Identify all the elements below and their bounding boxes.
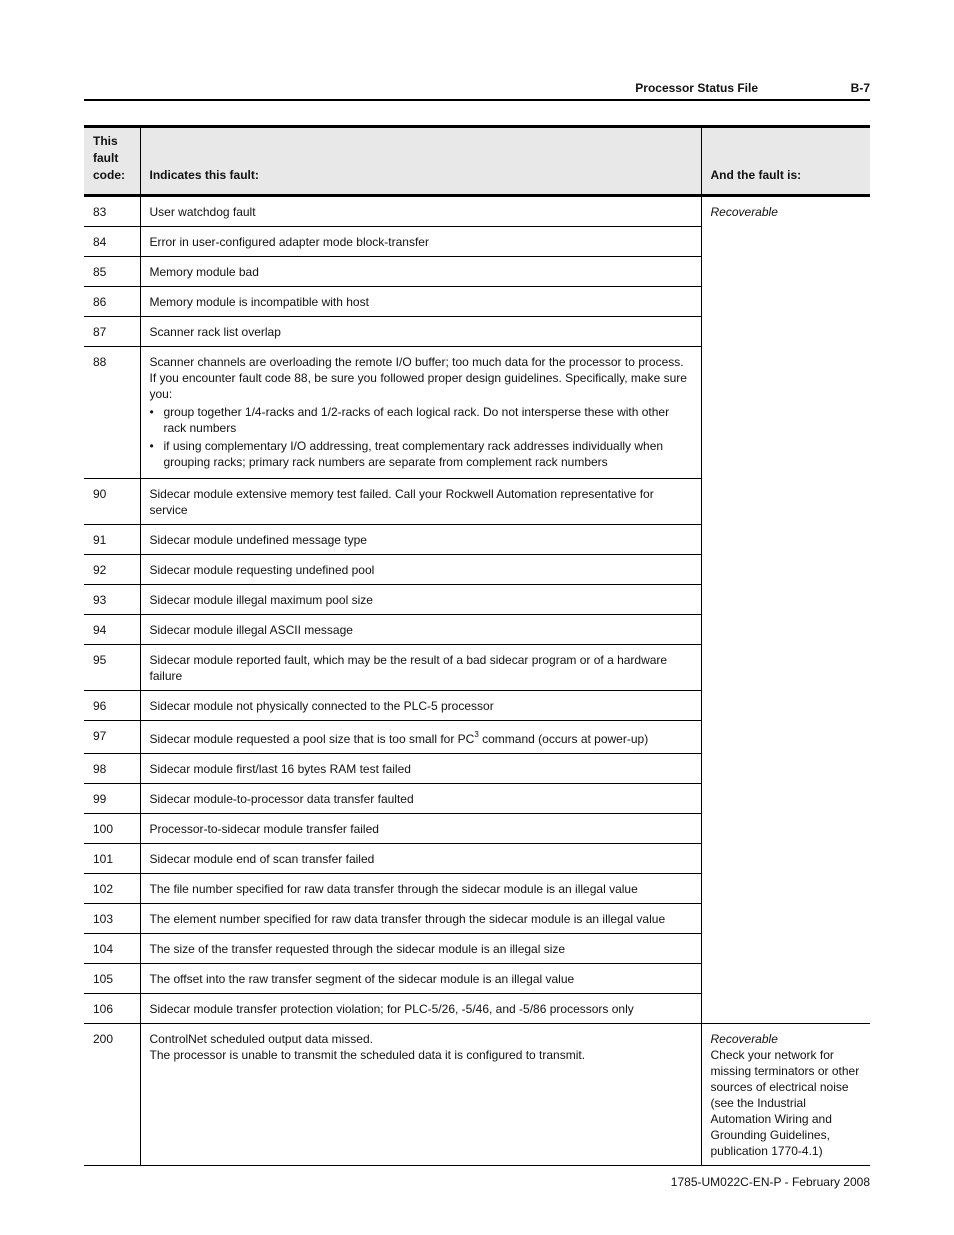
fault-code: 106 (84, 994, 140, 1024)
fault-description: Sidecar module reported fault, which may be the result of a bad sidecar program or of a hardware failure (140, 645, 701, 691)
fault-description: Memory module bad (140, 257, 701, 287)
table-row (84, 196, 870, 227)
fault-code-table (84, 125, 870, 1166)
fault-code: 105 (84, 964, 140, 994)
fault-code: 91 (84, 525, 140, 555)
column-header-fault: Indicates this fault: (140, 127, 701, 196)
fault-code: 97 (84, 721, 140, 754)
fault-code: 92 (84, 555, 140, 585)
fault-description-text: Sidecar module requested a pool size that is too small for PC (149, 732, 475, 746)
fault-description: Sidecar module undefined message type (140, 525, 701, 555)
fault-code: 90 (84, 479, 140, 525)
fault-code: 87 (84, 317, 140, 347)
fault-code: 101 (84, 844, 140, 874)
publication-footer: 1785-UM022C-EN-P - February 2008 (670, 1175, 870, 1189)
fault-code: 86 (84, 287, 140, 317)
fault-description: Sidecar module requesting undefined pool (140, 555, 701, 585)
fault-description: The size of the transfer requested through the sidecar module is an illegal size (140, 934, 701, 964)
fault-code: 104 (84, 934, 140, 964)
fault-description: Sidecar module illegal ASCII message (140, 615, 701, 645)
fault-description (140, 1024, 701, 1166)
fault-description: Sidecar module first/last 16 bytes RAM test failed (140, 754, 701, 784)
fault-description-text: Scanner channels are overloading the remote I/O buffer; too much data for the processor to process. If you encounter fault code 88, be sure you followed proper design guidelines. Specifically, make sure you: (149, 355, 687, 401)
fault-description-text: ControlNet scheduled output data missed. (149, 1032, 373, 1046)
fault-code: 98 (84, 754, 140, 784)
fault-description: Sidecar module end of scan transfer failed (140, 844, 701, 874)
fault-description: Processor-to-sidecar module transfer failed (140, 814, 701, 844)
fault-code: 83 (84, 196, 140, 227)
fault-code: 96 (84, 691, 140, 721)
fault-status-recoverable: Recoverable (701, 196, 870, 1024)
table-header-row (84, 127, 870, 196)
fault-status-recoverable: Recoverable (710, 1032, 778, 1046)
fault-description: Memory module is incompatible with host (140, 287, 701, 317)
fault-description: The element number specified for raw data transfer through the sidecar module is an illegal value (140, 904, 701, 934)
fault-description: The file number specified for raw data transfer through the sidecar module is an illegal value (140, 874, 701, 904)
fault-code: 94 (84, 615, 140, 645)
fault-description: Sidecar module not physically connected to the PLC-5 processor (140, 691, 701, 721)
fault-code: 102 (84, 874, 140, 904)
fault-description: Error in user-configured adapter mode block-transfer (140, 227, 701, 257)
fault-code: 200 (84, 1024, 140, 1166)
guideline-list (150, 404, 693, 470)
fault-status-detail: Check your network for missing terminators or other sources of electrical noise (see the Industrial Automation Wiring and Grounding Guidelines, publication 1770-4.1) (710, 1048, 860, 1158)
list-item: • if using complementary I/O addressing, treat complementary rack addresses individually when grouping racks; primary rack numbers are separate from complement rack numbers (164, 438, 693, 470)
fault-code: 100 (84, 814, 140, 844)
fault-description-text: command (occurs at power-up) (478, 732, 649, 746)
fault-description: Sidecar module extensive memory test failed. Call your Rockwell Automation representative for service (140, 479, 701, 525)
fault-code: 93 (84, 585, 140, 615)
fault-status (701, 1024, 870, 1166)
fault-description (140, 347, 701, 479)
fault-description: Scanner rack list overlap (140, 317, 701, 347)
fault-code: 99 (84, 784, 140, 814)
page-number: B-7 (850, 81, 870, 95)
table-row (84, 1024, 870, 1166)
fault-description: Sidecar module illegal maximum pool size (140, 585, 701, 615)
list-item: • group together 1/4-racks and 1/2-racks of each logical rack. Do not intersperse these with other rack numbers (164, 404, 693, 436)
header-rule (84, 99, 870, 101)
fault-description: The offset into the raw transfer segment of the sidecar module is an illegal value (140, 964, 701, 994)
fault-code: 95 (84, 645, 140, 691)
fault-description (140, 721, 701, 754)
fault-code: 88 (84, 347, 140, 479)
fault-code: 103 (84, 904, 140, 934)
column-header-status: And the fault is: (701, 127, 870, 196)
column-header-code: This fault code: (84, 127, 140, 196)
fault-description: Sidecar module transfer protection violation; for PLC-5/26, -5/46, and -5/86 processors only (140, 994, 701, 1024)
running-header-title: Processor Status File (635, 81, 758, 95)
fault-code: 85 (84, 257, 140, 287)
fault-description-text: The processor is unable to transmit the scheduled data it is configured to transmit. (149, 1048, 586, 1062)
fault-description: User watchdog fault (140, 196, 701, 227)
fault-code: 84 (84, 227, 140, 257)
fault-description: Sidecar module-to-processor data transfer faulted (140, 784, 701, 814)
superscript: 3 (474, 730, 479, 739)
